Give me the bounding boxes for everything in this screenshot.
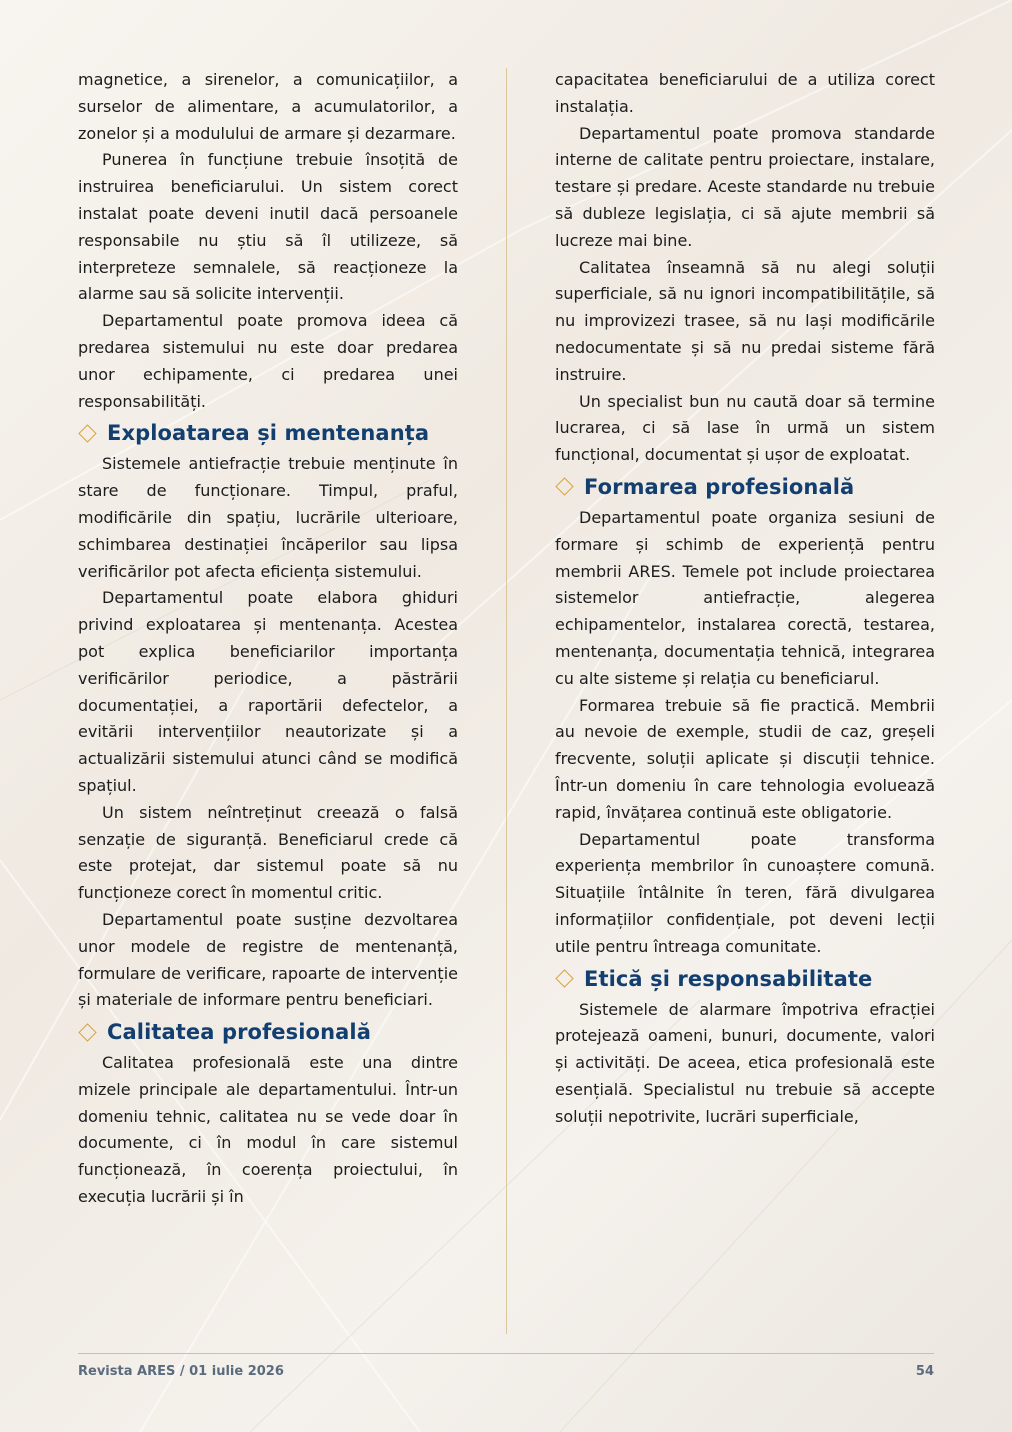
section-heading xyxy=(555,961,935,997)
diamond-icon xyxy=(555,478,573,496)
paragraph: Punerea în funcțiune trebuie însoțită de instruirea beneficiarului. Un sistem corect instalat poate deveni inutil dacă persoanele responsabile nu știu să îl utilizeze, să interpreteze semnalele, să reacționeze la alarme sau să solicite intervenții. xyxy=(78,150,458,304)
section-heading-text: Exploatarea și mentenanța xyxy=(107,421,430,446)
paragraph: capacitatea beneficiarului de a utiliza corect instalația. xyxy=(555,70,935,116)
diamond-icon xyxy=(78,424,96,442)
paragraph: Departamentul poate organiza sesiuni de formare și schimb de experiență pentru membrii ARES. Temele pot include proiectarea sistemelor antiefracție, alegerea echipamentelor, instalarea corectă, testarea, mentenanța, documentația tehnică, integrarea cu alte sisteme și relația cu beneficiarul. xyxy=(555,507,935,688)
section-heading-text: Etică și responsabilitate xyxy=(584,966,873,991)
paragraph: Sistemele de alarmare împotriva efracției protejează oameni, bunuri, documente, valori și activități. De aceea, etica profesională este esențială. Specialistul nu trebuie să accepte soluții nepotrivite, lucrări superficiale, xyxy=(555,999,935,1126)
diamond-icon xyxy=(78,1023,96,1041)
section-heading xyxy=(78,1014,458,1050)
right-column xyxy=(555,67,935,1130)
footer-rule xyxy=(78,1353,934,1354)
section-heading-text: Formarea profesională xyxy=(584,474,855,499)
paragraph: Un sistem neîntreținut creează o falsă senzație de siguranță. Beneficiarul crede că este protejat, dar sistemul poate să nu funcționeze corect în momentul critic. xyxy=(78,802,458,903)
paragraph: Departamentul poate promova standarde interne de calitate pentru proiectare, instalare, testare și predare. Aceste standarde nu trebuie să dubleze legislația, ci să ajute membrii să lucreze mai bine. xyxy=(555,123,935,250)
paragraph: Formarea trebuie să fie practică. Membrii au nevoie de exemple, studii de caz, greșeli frecvente, soluții aplicate și discuții tehnice. Într-un domeniu în care tehnologia evoluează rapid, învățarea continuă este obligatorie. xyxy=(555,695,935,822)
paragraph: Un specialist bun nu caută doar să termine lucrarea, ci să lase în urmă un sistem funcțional, documentat și ușor de exploatat. xyxy=(555,391,935,465)
paragraph: Calitatea profesională este una dintre mizele principale ale departamentului. Într-un domeniu tehnic, calitatea nu se vede doar în documente, ci în modul în care sistemul funcționează, în coerența proiectului, în execuția lucrării și în xyxy=(78,1053,458,1207)
section-heading xyxy=(78,415,458,451)
column-divider xyxy=(506,68,507,1334)
page-number: 54 xyxy=(915,1364,934,1379)
paragraph: Departamentul poate transforma experiența membrilor în cunoaștere comună. Situațiile întâlnite în teren, fără divulgarea informațiilor confidențiale, pot deveni lecții utile pentru întreaga comunitate. xyxy=(555,829,935,956)
section-heading-text: Calitatea profesională xyxy=(107,1020,371,1045)
footer-publication: Revista ARES / 01 iulie 2026 xyxy=(78,1364,284,1379)
paragraph: Sistemele antiefracție trebuie menținute în stare de funcționare. Timpul, praful, modificările din spațiu, lucrările ulterioare, schimbarea destinației încăperilor sau lipsa verificărilor pot afecta eficiența sistemului. xyxy=(78,454,458,581)
paragraph: Calitatea înseamnă să nu alegi soluții superficiale, să nu ignori incompatibilitățile, să nu improvizezi trasee, să nu lași modificările nedocumentate și să nu predai sisteme fără instruire. xyxy=(555,257,935,384)
left-column xyxy=(78,67,458,1211)
paragraph: Departamentul poate elabora ghiduri privind exploatarea și mentenanța. Acestea pot explica beneficiarilor importanța verificărilor periodice, a păstrării documentației, a raportării defectelor, a evitării intervențiilor neautorizate și a actualizării sistemului atunci când se modifică spațiul. xyxy=(78,588,458,795)
diamond-icon xyxy=(555,969,573,987)
section-heading xyxy=(555,469,935,505)
paragraph: magnetice, a sirenelor, a comunicațiilor, a surselor de alimentare, a acumulatorilor, a zonelor și a modulului de armare și dezarmare. xyxy=(78,70,458,143)
paragraph: Departamentul poate promova ideea că predarea sistemului nu este doar predarea unor echipamente, ci predarea unei responsabilități. xyxy=(78,311,458,411)
paragraph: Departamentul poate susține dezvoltarea unor modele de registre de mentenanță, formulare de verificare, rapoarte de intervenție și materiale de informare pentru beneficiari. xyxy=(78,909,458,1010)
